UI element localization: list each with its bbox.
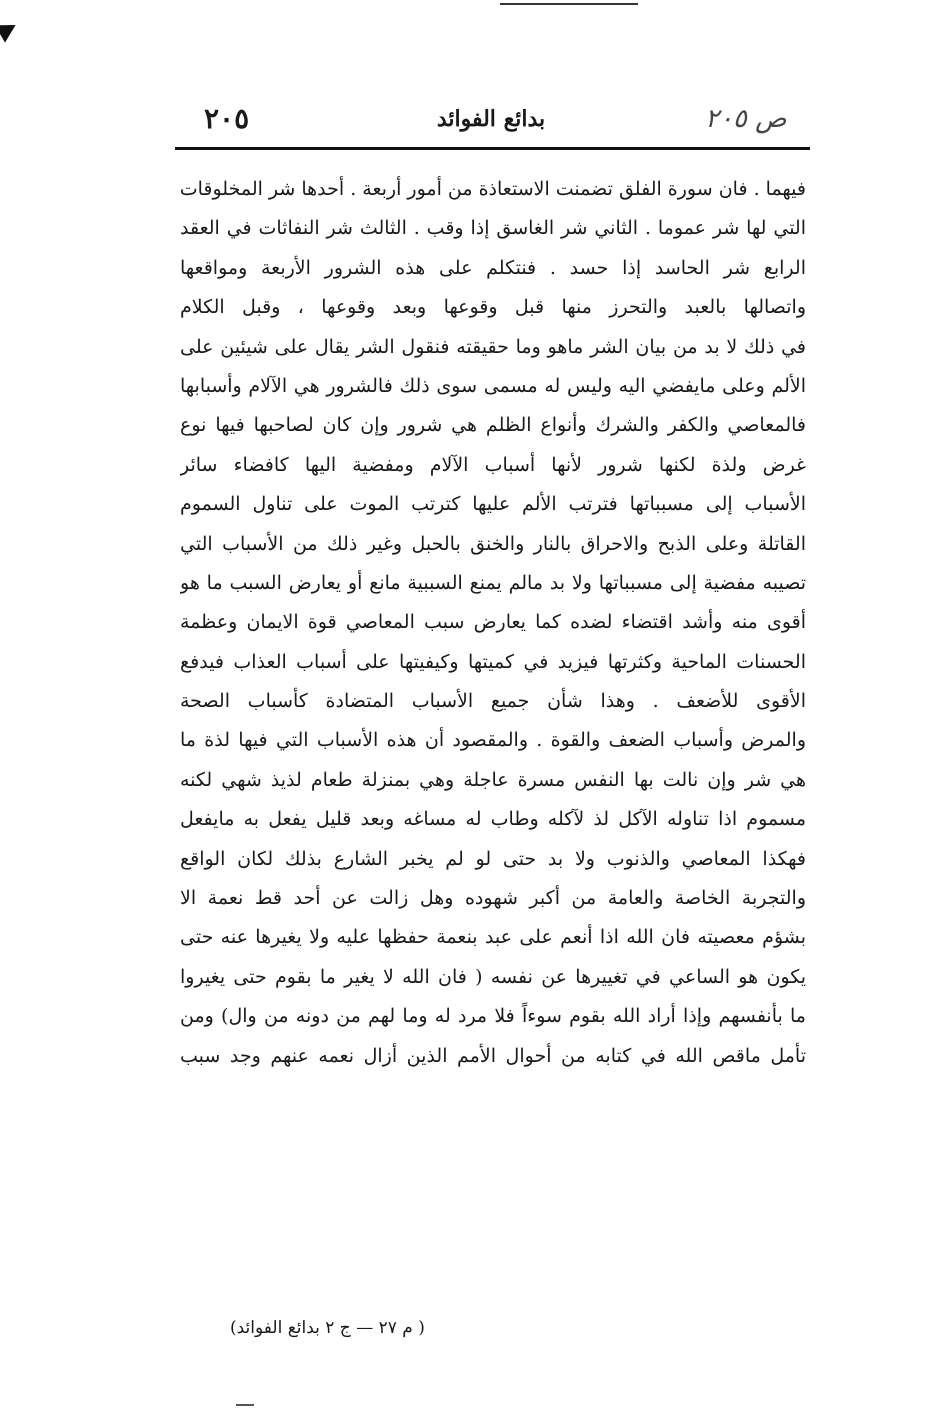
- text-line: فيهما . فان سورة الفلق تضمنت الاستعاذة من أمور أربعة . أحدها شر المخلوقات: [180, 178, 806, 200]
- running-title: بدائع الفوائد: [436, 106, 546, 132]
- text-line: تصيبه مفضية إلى مسبباتها ولا بد مالم يمنع السببية مانع أو يعارض السبب ما هو: [180, 571, 806, 594]
- text-line: بشؤم معصيته فان الله اذا أنعم على عبد بنعمة حفظها عليه ولا يغيرها عنه حتى: [180, 926, 806, 949]
- text-line: أقوى منه وأشد اقتضاء لضده كما يعارض سبب المعاصي قوة الايمان وعظمة: [180, 611, 806, 634]
- text-line: الألم وعلى مايفضي اليه وليس له مسمى سوى ذلك فالشرور هي الآلام وأسبابها: [180, 374, 806, 397]
- text-line: غرض ولذة لكنها شرور لأنها أسباب الآلام ومفضية اليها كافضاء سائر: [180, 453, 806, 476]
- text-line: والمرض وأسباب الضعف والقوة . والمقصود أن هذه الأسباب التي فيها لذة ما: [180, 729, 806, 752]
- handwritten-page-note: ص ٢٠٥: [705, 104, 787, 134]
- body-text: [180, 170, 806, 1076]
- text-line: الأقوى للأضعف . وهذا شأن جميع الأسباب المتضادة كأسباب الصحة: [180, 690, 806, 713]
- text-line: هي شر وإن نالت بها النفس مسرة عاجلة وهي بمنزلة طعام لذيذ شهي لكنه: [180, 768, 806, 791]
- page-number: ٢٠٥: [204, 102, 250, 135]
- text-line: فالمعاصي والكفر والشرك وأنواع الظلم هي شرور وإن كان لصاحبها فيها نوع: [180, 414, 806, 437]
- text-line: الحسنات الماحية وكثرتها فيزيد في كميتها وكيفيتها على أسباب العذاب فيدفع: [180, 650, 806, 673]
- text-line: يكون هو الساعي في تغييرها عن نفسه ( فان الله لا يغير ما بقوم حتى يغيروا: [180, 965, 806, 988]
- corner-arrow-icon: [0, 16, 21, 42]
- text-line: فهكذا المعاصي والذنوب ولا بد حتى لو لم يخبر الشارع بذلك لكان الواقع: [180, 847, 806, 870]
- text-line: تأمل ماقص الله في كتابه من أحوال الأمم الذين أزال نعمه عنهم وجد سبب: [180, 1044, 806, 1067]
- text-line: الأسباب إلى مسبباتها فترتب الألم عليها كترتب الموت على تناول السموم: [180, 493, 806, 516]
- text-line: الرابع شر الحاسد إذا حسد . فنتكلم على هذه الشرور الأربعة ومواقعها: [180, 256, 806, 279]
- footer-signature: ( م ٢٧ — ج ٢ بدائع الفوائد): [230, 1318, 425, 1338]
- bottom-edge-mark: [236, 1404, 254, 1406]
- header-rule: [175, 147, 810, 150]
- text-line: واتصالها بالعبد والتحرز منها قبل وقوعها وبعد وقوعها ، وقبل الكلام: [180, 296, 806, 319]
- text-line: والتجربة الخاصة والعامة من أكبر شهوده وهل زالت عن أحد قط نعمة الا: [180, 887, 806, 910]
- text-line: التي لها شر عموما . الثاني شر الغاسق إذا وقب . الثالث شر النفاثات في العقد: [180, 217, 806, 240]
- text-line: القاتلة وعلى الذبح والاحراق بالنار والخنق بالحبل وغير ذلك من الأسباب التي: [180, 532, 806, 555]
- text-line: مسموم اذا تناوله الآكل لذ لآكله وطاب له مساغه وبعد قليل يفعل به مايفعل: [180, 808, 806, 831]
- top-edge-line: [500, 3, 638, 5]
- text-line: ما بأنفسهم وإذا أراد الله بقوم سوءاً فلا مرد له وما لهم من دونه من وال) ومن: [180, 1005, 806, 1028]
- text-line: في ذلك لا بد من بيان الشر ماهو وما حقيقته فنقول الشر يقال على شيئين على: [180, 335, 806, 358]
